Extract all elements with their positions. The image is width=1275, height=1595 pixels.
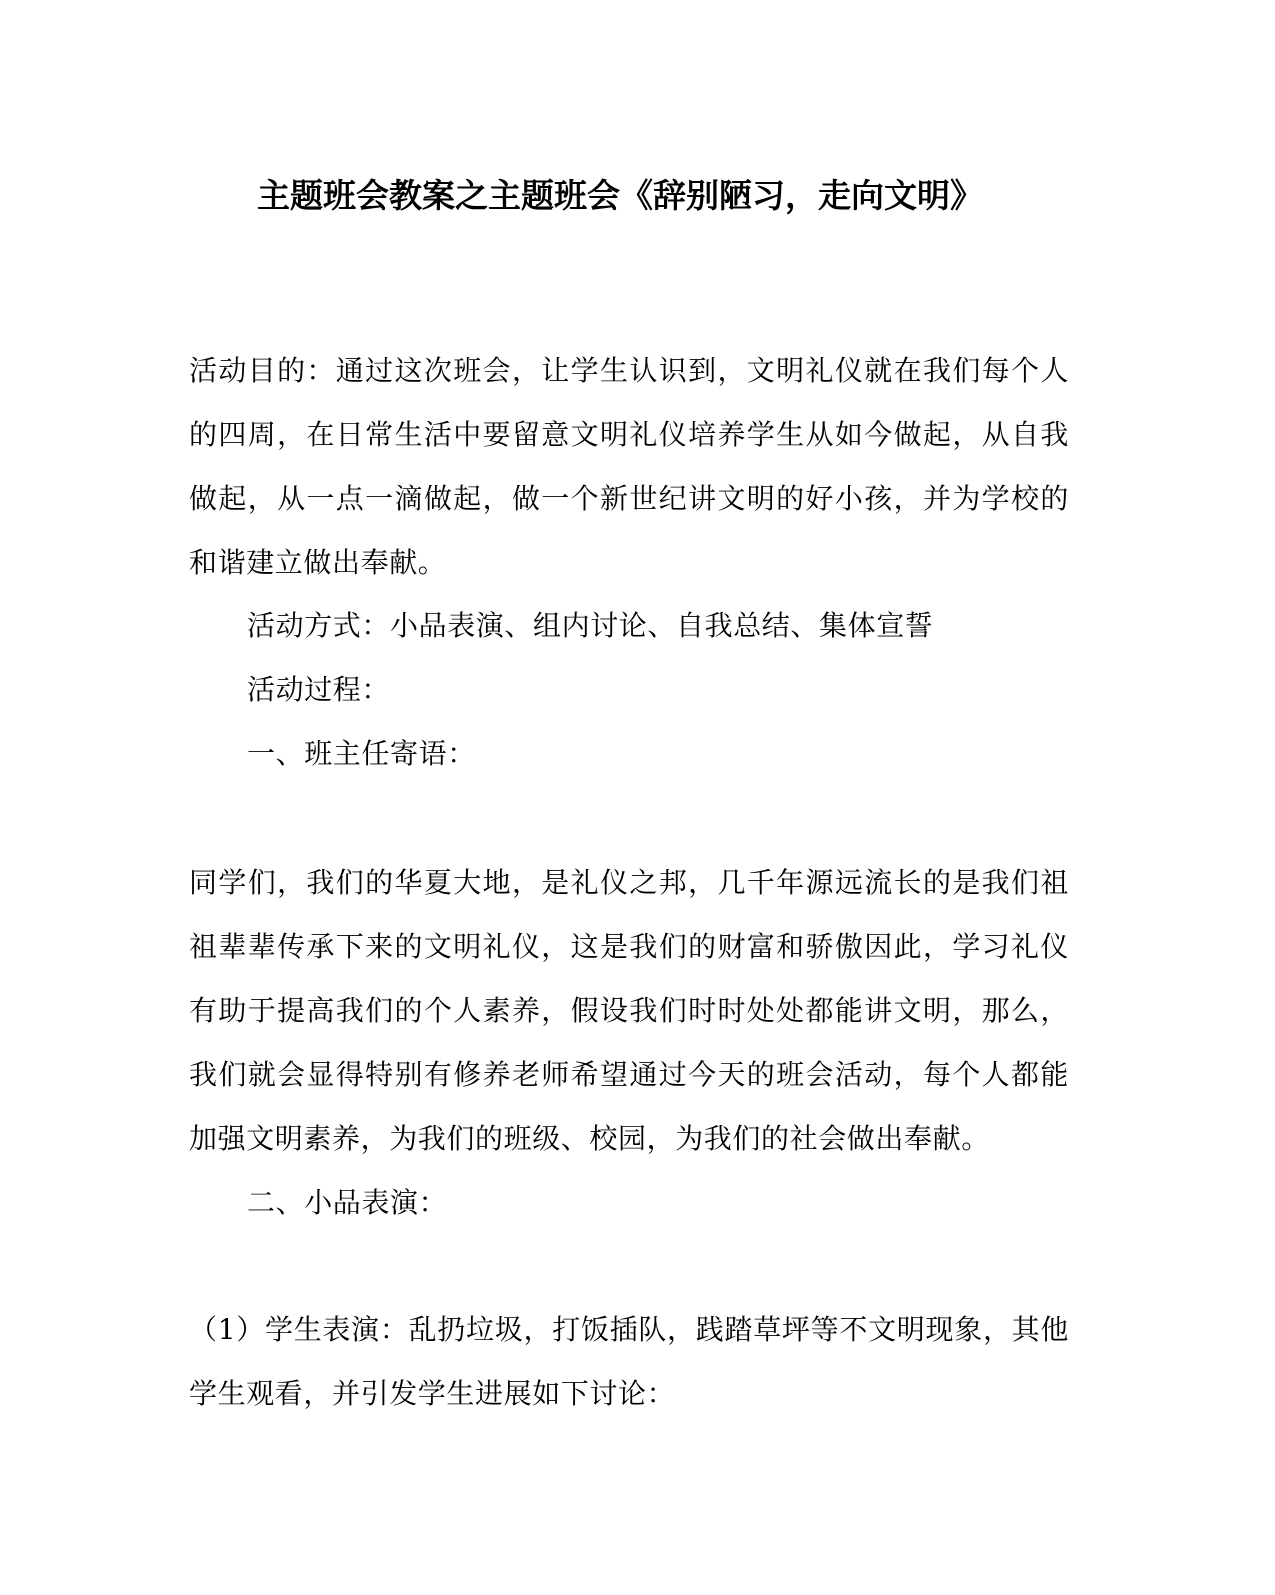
purpose-paragraph: 活动目的：通过这次班会，让学生认识到，文明礼仪就在我们每个人的四周，在日常生活中要留意文明礼仪培养学生从如今做起，从自我做起，从一点一滴做起，做一个新世纪讲文明的好小孩，并为学校的和谐建立做出奉献。 xyxy=(189,354,1069,579)
teacher-message-section xyxy=(189,851,1069,1235)
document-title: 主题班会教案之主题班会《辞别陋习，走向文明》 xyxy=(257,176,983,215)
activity-info-section xyxy=(189,594,1069,786)
purpose-section xyxy=(189,339,1069,595)
performance-section xyxy=(189,1298,1069,1426)
activity-process-heading: 活动过程： xyxy=(247,673,391,706)
performance-paragraph: （1）学生表演：乱扔垃圾，打饭插队，践踏草坪等不文明现象，其他学生观看，并引发学生进展如下讨论： xyxy=(189,1313,1069,1410)
step2-heading: 二、小品表演： xyxy=(247,1186,448,1219)
activity-method-paragraph: 活动方式：小品表演、组内讨论、自我总结、集体宣誓 xyxy=(247,609,934,642)
teacher-message-paragraph: 同学们，我们的华夏大地，是礼仪之邦，几千年源远流长的是我们祖祖辈辈传承下来的文明礼仪，这是我们的财富和骄傲因此，学习礼仪有助于提高我们的个人素养，假设我们时时处处都能讲文明，那么，我们就会显得特别有修养老师希望通过今天的班会活动，每个人都能加强文明素养，为我们的班级、校园，为我们的社会做出奉献。 xyxy=(189,866,1069,1155)
step1-heading: 一、班主任寄语： xyxy=(247,737,476,770)
